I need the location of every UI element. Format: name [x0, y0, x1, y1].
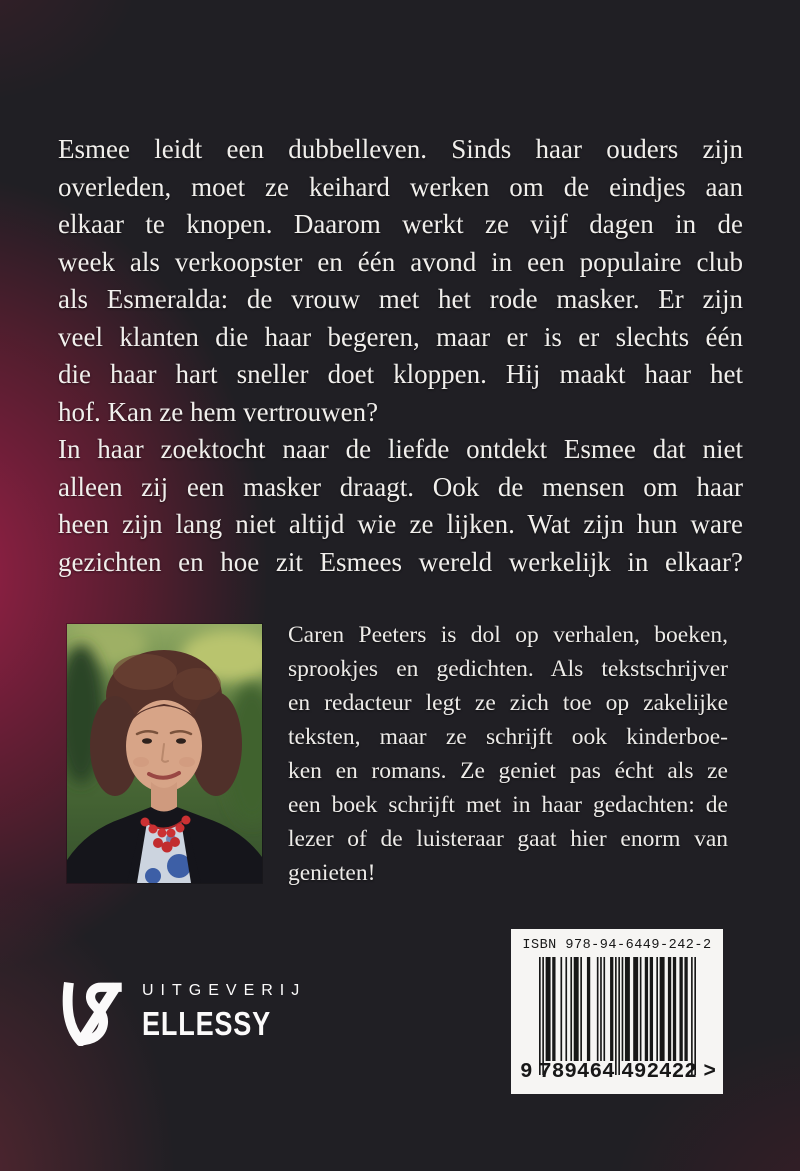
barcode-digit-group: 789464 — [539, 1061, 615, 1084]
publisher-name-bottom: ELLESSY — [142, 1005, 272, 1042]
text-line: veel klanten die haar begeren, maar er is er slechts één — [58, 321, 743, 352]
ellessy-logo-icon — [60, 980, 128, 1046]
text-line: als Esmeralda: de vrouw met het rode masker. Er zijn — [58, 284, 743, 314]
text-line: Caren Peeters is dol op verhalen, boeken, — [288, 622, 728, 648]
text-line: gezichten en hoe zit Esmees wereld werkelijk in elkaar? — [58, 546, 743, 577]
text-line: lezer of de luisteraar gaat hier enorm van — [288, 826, 728, 852]
text-line: elkaar te knopen. Daarom werkt ze vijf dagen in de — [58, 209, 743, 239]
text-line: heen zijn lang niet altijd wie ze lijken. Wat zijn hun ware — [58, 509, 743, 539]
text-line: In haar zoektocht naar de liefde ontdekt Esmee dat niet — [58, 434, 743, 464]
text-line: week als verkoopster en één avond in een populaire club — [58, 246, 743, 277]
text-line: Esmee leidt een dubbelleven. Sinds haar ouders zijn — [58, 134, 743, 164]
text-line: en redacteur legt ze zich toe op zakelijke — [288, 690, 728, 716]
text-line: ken en romans. Ze geniet pas écht als ze — [288, 758, 728, 784]
text-line: sprookjes en gedichten. Als tekstschrijver — [288, 656, 728, 682]
text-line: die haar hart sneller doet kloppen. Hij maakt haar het — [58, 359, 743, 389]
isbn-barcode — [511, 929, 723, 1094]
publisher-name — [142, 982, 306, 1043]
author-photo — [67, 624, 262, 883]
text-line: hof. Kan ze hem vertrouwen? — [58, 396, 379, 427]
publisher-name-top: UITGEVERIJ — [142, 982, 307, 999]
text-line: teksten, maar ze schrijft ook kinderboe- — [288, 724, 728, 750]
text-line: overleden, moet ze keihard werken om de eindjes aan — [58, 171, 743, 202]
barcode-digit-group: 492422 — [621, 1061, 697, 1084]
author-bio — [288, 618, 728, 890]
barcode-bars — [539, 957, 696, 1061]
text-line: een boek schrijft met in haar gedachten: de — [288, 792, 728, 818]
barcode-digit-group: 9 — [520, 1061, 533, 1084]
text-line: genieten! — [288, 860, 376, 886]
barcode-digits — [520, 1061, 716, 1084]
isbn-label: ISBN 978-94-6449-242-2 — [522, 938, 712, 953]
barcode-suffix: > — [703, 1061, 716, 1084]
author-photo-illustration — [67, 624, 262, 883]
barcode-bars-svg — [539, 957, 696, 1061]
text-line: alleen zij een masker draagt. Ook de mensen om haar — [58, 471, 743, 502]
book-blurb — [58, 131, 743, 581]
